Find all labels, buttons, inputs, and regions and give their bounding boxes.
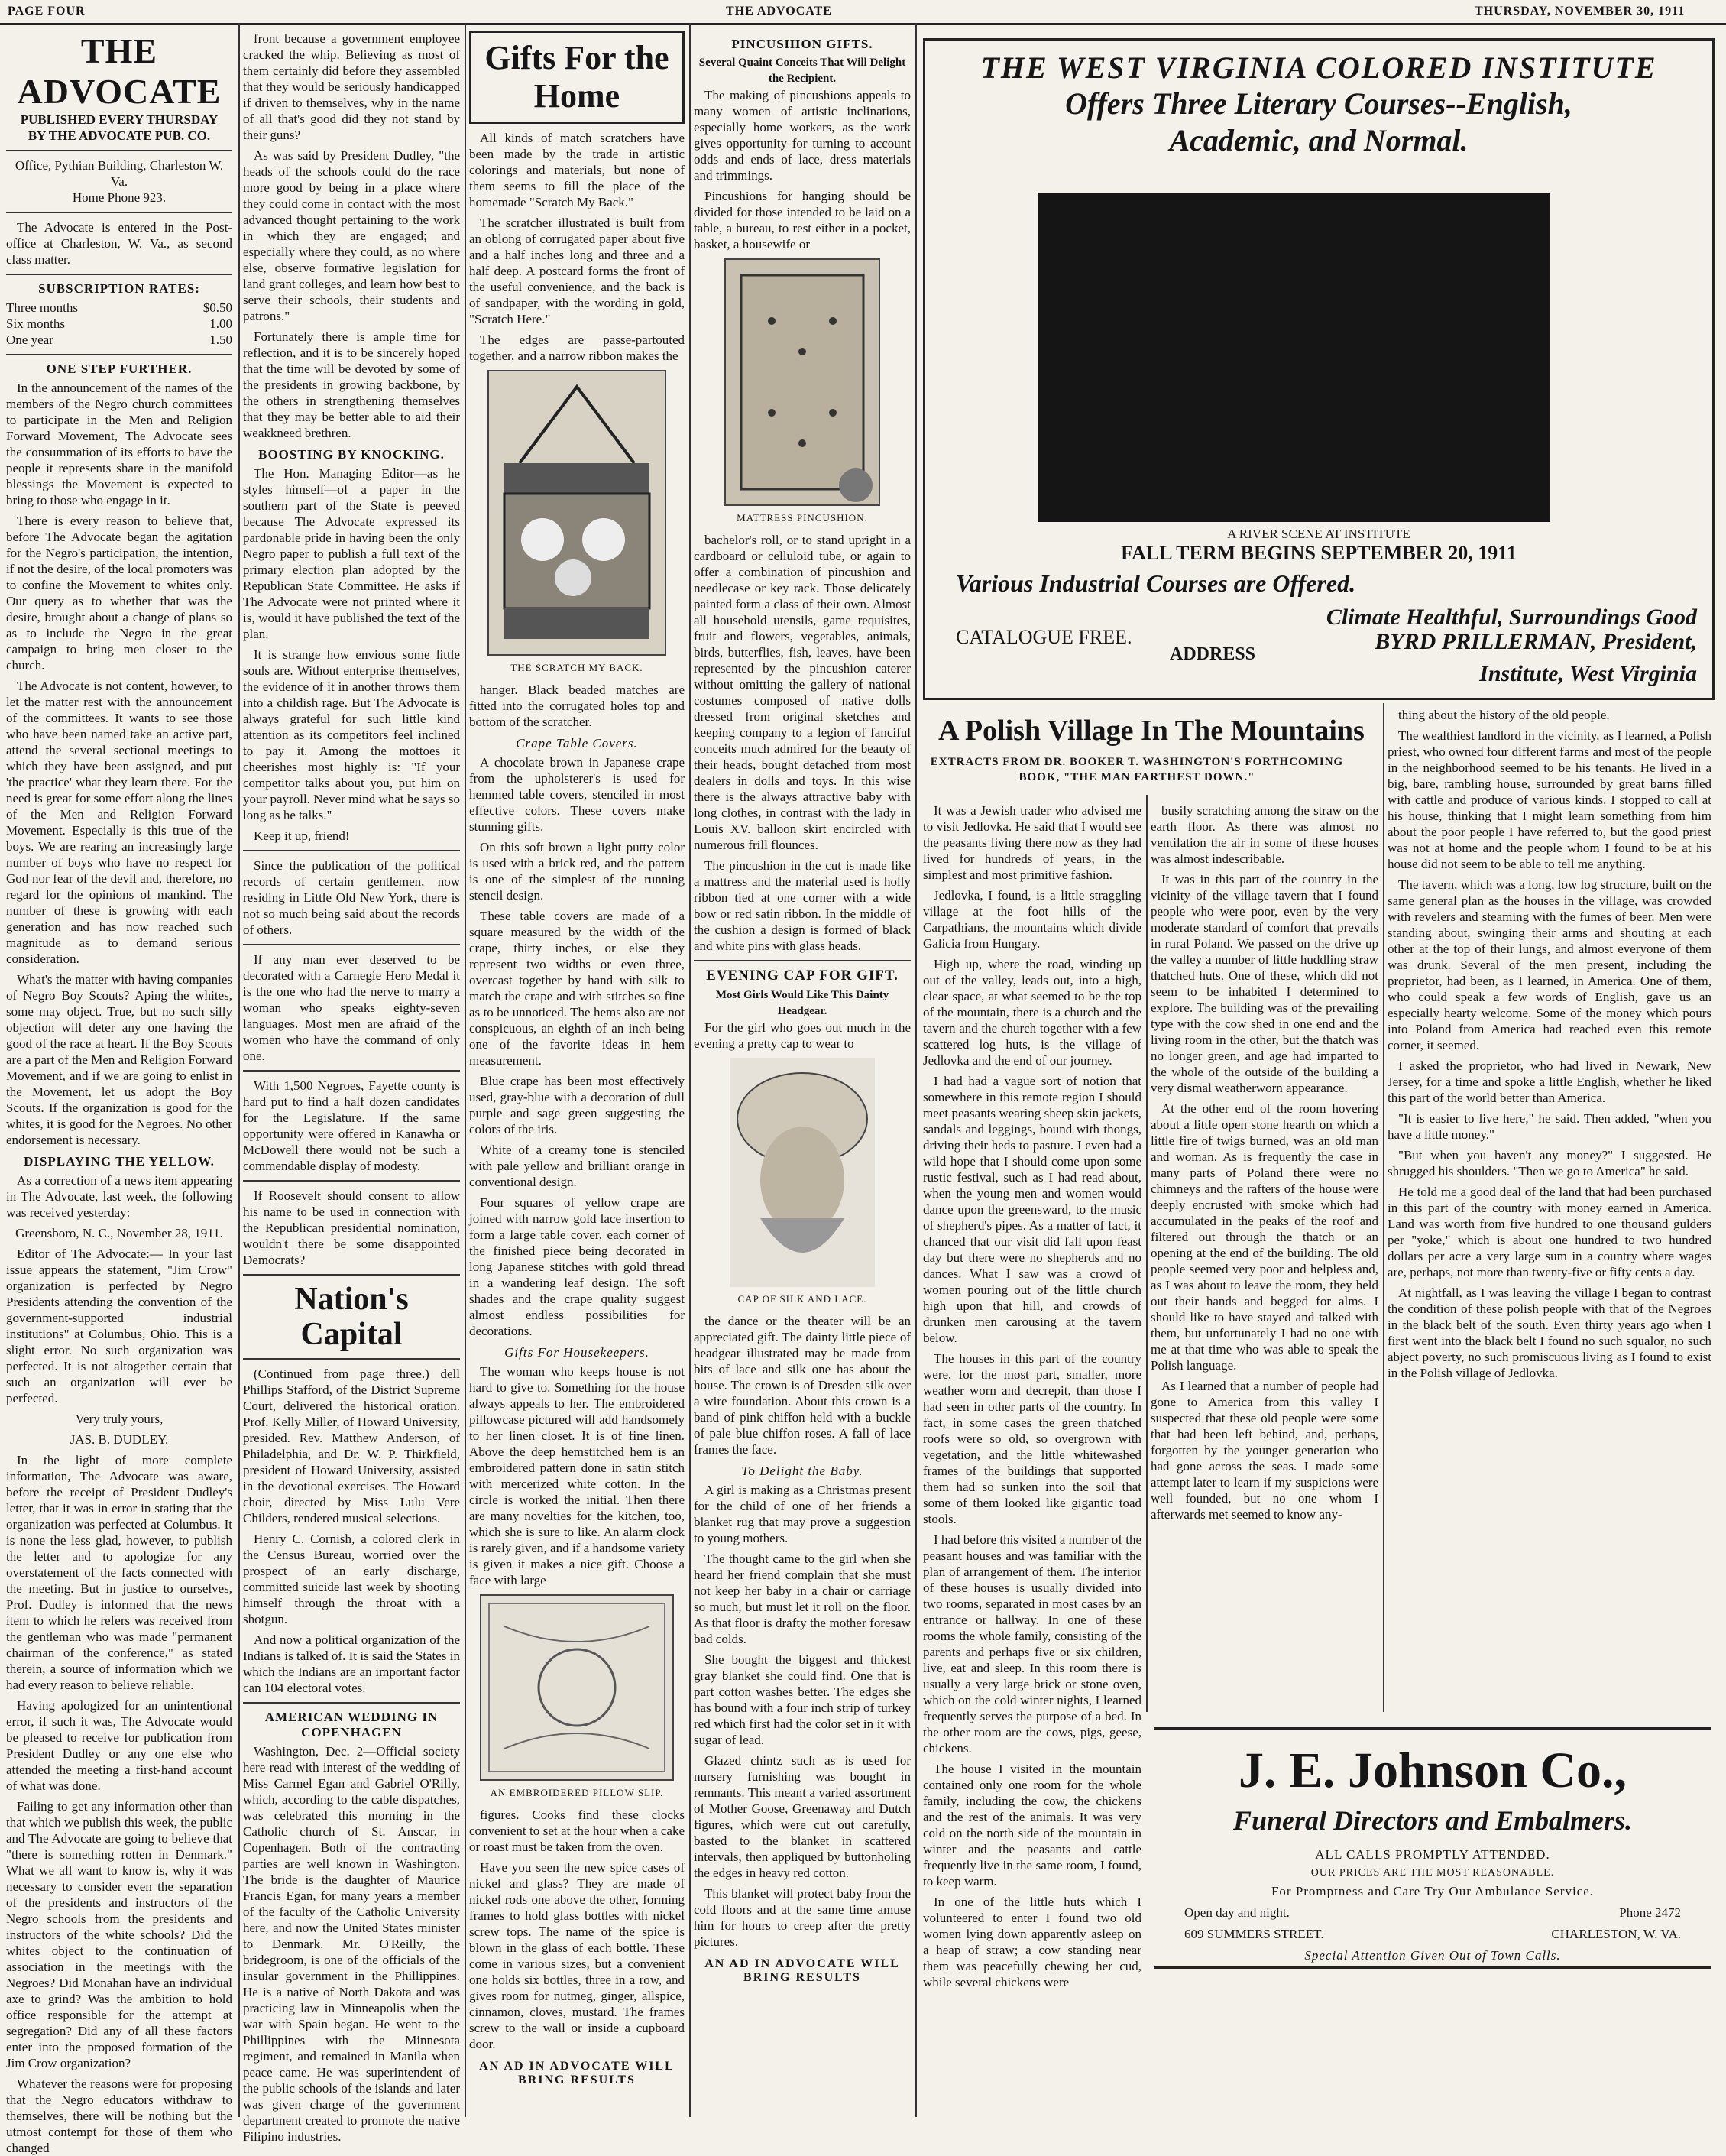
ad-line: OUR PRICES ARE THE MOST REASONABLE. (1310, 1867, 1555, 1879)
article-paragraph: The scratcher illustrated is built from an oblong of corrugated paper about five and a half inches long and three and a half deep. A postcard forms the front of the useful convenience, and the back is of sandpaper, with the wording in gold, "Scratch Here." (469, 216, 685, 326)
polish-column-3 (1388, 707, 1711, 1712)
pillow-slip-illustration (480, 1594, 674, 1781)
masthead-line: BY THE ADVOCATE PUB. CO. (28, 128, 211, 143)
mattress-pincushion-illustration (724, 258, 880, 506)
institute-advertisement (923, 38, 1715, 700)
president-name: BYRD PRILLERMAN, President, (1375, 629, 1697, 654)
gifts-title-line: Gifts For the (484, 39, 669, 76)
column-rule (915, 23, 917, 2117)
article-paragraph: hanger. Black beaded matches are fitted into the corrugated holes top and bottom of the scratcher. (469, 682, 685, 729)
gifts-title-line: Home (533, 77, 620, 115)
article-paragraph: All kinds of match scratchers have been made by the trade in artistic colorings and materials, but none of them seems to fill the place of the homemade "Scratch My Back." (469, 131, 685, 209)
article-paragraph: If Roosevelt should consent to allow his name to be used in connection with the Republican presidential nomination, wouldn't there be some disappointed Democrats? (243, 1188, 460, 1267)
article-paragraph: The Hon. Managing Editor—as he styles himself—of a paper in the southern part of the State is peeved because The Advocate expressed its pardonable pride in having been the only Negro paper to publish a full text of the primary election plan adopted by the Republican State Committee. He asks if The Advocate were not printed where it is, would it have published the text of the plan. (243, 466, 460, 641)
article-heading: To Delight the Baby. (741, 1464, 863, 1478)
header-rule (0, 23, 1726, 25)
article-paragraph: These table covers are made of a square measured by the width of the crape, thirty inches, or else they represent two widths or even three, overcast together by hand with silk to match the crape and with stitches so fine as to be unnoticed. The hems also are not conspicuous, an eighth of an inch being one of the favorite ideas in hem measurement. (469, 909, 685, 1068)
article-paragraph: figures. Cooks find these clocks convenient to set at the hour when a cake or roast must be taken from the oven. (469, 1807, 685, 1854)
climate-line: Climate Healthful, Surroundings Good (1326, 605, 1697, 630)
article-paragraph: At the other end of the room hovering about a little open stone hearth on which a little fire of twigs burned, was an old man and woman. As is frequently the case in many parts of Poland there were no chimneys and the rafters of the house were deeply encrusted with smoke which had accumulated in the peaks of the roof and filtered out through the thatch or an opening at the end of the building. The old people seemed very poor and helpless and, as I was about to leave the room, they held out their hands and begged for alms. I should like to have stayed and talked with them, but unfortunately I had no one with me at that time who was able to speak the Polish language. (1151, 1101, 1378, 1373)
article-paragraph: In the announcement of the names of the members of the Negro church committees to participate in the Men and Religion Forward Movement, The Advocate sees the consummation of its efforts to have the people it represents share in the manifold blessings the Movement is expected to bring to those who engage in it. (6, 381, 232, 507)
divider (243, 1070, 460, 1072)
illustration-caption: AN EMBROIDERED PILLOW SLIP. (490, 1787, 664, 1798)
article-subtitle: EXTRACTS FROM DR. BOOKER T. WASHINGTON'S FORTHCOMING BOOK, "THE MAN FARTHEST DOWN." (930, 756, 1344, 783)
article-paragraph: Editor of The Advocate:— In your last issue appears the statement, "Jim Crow" organization is perfected by Negro Presidents attending the convention of the government-supported industrial institutions" at Columbus, Ohio. This is a slight error. No such organization was perfected. It is not altogether certain that such an organization will ever be perfected. (6, 1247, 232, 1405)
column-editorial (6, 31, 232, 2155)
phone-text: Phone 2472 (1619, 1905, 1681, 1920)
institute-offer-line: Offers Three Literary Courses--English, (1065, 86, 1572, 121)
article-heading: EVENING CAP FOR GIFT. (706, 968, 899, 984)
institute-title: THE WEST VIRGINIA COLORED INSTITUTE (980, 50, 1657, 85)
letter-dateline: Greensboro, N. C., November 28, 1911. (15, 1226, 223, 1240)
article-paragraph: (Continued from page three.) dell Phillips Stafford, of the District Supreme Court, delivered the historical oration. Prof. Kelly Miller, of Howard University, presided. Rev. Matthew Anderson, of Philadelphia, and Dr. W. P. Thirkfield, president of Howard University, assisted in the devotional exercises. The Howard choir, directed by Miss Lulu Vere Childers, rendered musical selections. (243, 1367, 460, 1525)
divider (243, 1180, 460, 1182)
column-rule (465, 23, 466, 2117)
divider (243, 850, 460, 851)
issue-date: THURSDAY, NOVEMBER 30, 1911 (1475, 5, 1686, 18)
house-ad: AN AD IN ADVOCATE WILL BRING RESULTS (704, 1957, 900, 1984)
article-paragraph: At nightfall, as I was leaving the village I began to contrast the condition of these polish people with that of the Negroes in the black belt of the south. Even thirty years ago when I first went into the black belt I found no such squalor, no such abject poverty, no such promiscuous living as I found to exist in the Polish village of Jedlovka. (1388, 1285, 1711, 1380)
divider (6, 150, 232, 151)
article-paragraph: He told me a good deal of the land that had been purchased in this part of the country with money earned in America. Land was worth from five hundred to one thousand gulders per "yoke," which is about one hundred to two hundred dollars per acre a very large sum in a country where wages are, perhaps, not more than twenty-five or fifty cents a day. (1388, 1185, 1711, 1279)
divider (243, 1358, 460, 1360)
divider (6, 354, 232, 355)
article-paragraph: I had before this visited a number of the peasant houses and was familiar with the plan of arrangement of them. The interior of these houses is usually divided into two rooms, separated in most cases by an entrance or hallway. In one of these rooms the whole family, consisting of the parents and perhaps five or six children, live, eat and sleep. In this room there is usually a very large brick or stone oven, which on the cold winter nights, I learned frequently serves the purpose of a bed. In the other room are the cows, pigs, geese, chickens. (923, 1532, 1141, 1756)
masthead-title: THE ADVOCATE (17, 31, 222, 111)
column-pincushion-gifts (694, 31, 911, 2109)
ad-line: For Promptness and Care Try Our Ambulance Service. (1271, 1884, 1595, 1898)
divider (243, 1274, 460, 1276)
rate-row: Three months $0.50 (6, 300, 232, 315)
divider (6, 212, 232, 213)
article-paragraph: In the light of more complete information, The Advocate was aware, before the receipt of President Dudley's letter, that it was in error in stating that the organization was perfected at Columbus. It is none the less glad, however, to publish the letter and to apologize for any overstatement of the facts connected with the meeting. But in justice to ourselves, Prof. Dudley is informed that the news item to which he refers was received from the gentleman who was made "permanent chairman of the conference," as stated therein, a source of information which we had every reason to believe reliable. (6, 1453, 232, 1692)
ad-line: Special Attention Given Out of Town Calls. (1304, 1948, 1561, 1963)
column-rule (1146, 795, 1148, 1712)
river-scene-photo (1038, 193, 1550, 522)
street-text: 609 SUMMERS STREET. (1184, 1927, 1324, 1941)
masthead-address: Office, Pythian Building, Charleston W. Va. (15, 158, 224, 189)
column-rule (689, 23, 691, 2117)
article-paragraph: Have you seen the new spice cases of nickel and glass? They are made of nickel rods one above the other, forming frames to hold glass bottles with nickel screw tops. The name of the spice is blown in the glass of each bottle. These come in various sizes, but a convenient one holds six bottles, three in a row, and gives room for nutmeg, ginger, allspice, cinnamon, cloves, mustard. The frames screw to the wall or inside a cupboard door. (469, 1860, 685, 2051)
article-paragraph: The Advocate is not content, however, to let the matter rest with the announcement of the committees. It wants to see those who have been named take an active part, attend the several sectional meetings to which they have been assigned, and put 'the practice' what they learn there. For the need is great for some effort along the lines of the Men and Religion Forward Movement. Especially is this true of the boys. We are rearing an increasingly large number of boys who have no respect for God nor fear of the devil and, therefore, no regard for the opinions of mankind. The number of these is growing with each generation and has now reached such magnitude as to demand serious consideration. (6, 679, 232, 966)
article-paragraph: With 1,500 Negroes, Fayette county is hard put to find a half dozen candidates for the Legislature. If the same opportunity were offered in Kanawha or McDowell there would not be such a commendable display of modesty. (243, 1078, 460, 1173)
article-paragraph: Washington, Dec. 2—Official society here read with interest of the wedding of Miss Carmel Egan and Gabriel O'Rilly, which, according to the cable dispatches, was celebrated this morning in the Catholic church of St. Anscar, in Copenhagen. Both of the contracting parties are well known in Washington. The bride is the daughter of Maurice Francis Egan, for many years a member of the faculty of the Catholic University here, and now the United States minister to Denmark. Mr. O'Reilly, the bridegroom, is one of the officials of the insular government in the Phillippines. He is a native of North Dakota and was practicing law in Minneapolis when the war with Spain began. He went to the Phillippines with the Minnesota regiment, and remained in Manila when peace came. He was superintendent of the public schools of the islands and later was given charge of the government department created to promote the native Filipino industries. (243, 1744, 460, 2144)
evening-cap-illustration (730, 1058, 875, 1287)
article-paragraph: Glazed chintz such as is used for nursery furnishing was bought in remnants. This meant a varied assortment of Mother Goose, Greenaway and Dutch figures, which were cut out carefully, basted to the blanket in scattered intervals, then appliqued by buttonholing the edges in heavy red cotton. (694, 1753, 911, 1880)
ad-line: ALL CALLS PROMPTLY ATTENDED. (1315, 1847, 1550, 1862)
ad-row (1154, 1927, 1711, 1942)
column-editorial-continued (243, 31, 460, 2144)
article-subheading: Most Girls Would Like This Dainty Headgear. (715, 989, 889, 1017)
article-paragraph: "But when you haven't any money?" I suggested. He shrugged his shoulders. "Then we go to America" he said. (1388, 1148, 1711, 1179)
illustration-caption: CAP OF SILK AND LACE. (737, 1293, 867, 1305)
house-ad: AN AD IN ADVOCATE WILL BRING RESULTS (479, 2060, 675, 2086)
illustration-caption: MATTRESS PINCUSHION. (737, 512, 868, 524)
running-head: THE ADVOCATE (726, 5, 832, 18)
divider (6, 274, 232, 275)
letter-closing: Very truly yours, (75, 1412, 164, 1426)
article-heading: Crape Table Covers. (516, 736, 638, 751)
article-paragraph: The tavern, which was a long, low log structure, built on the same general plan as the houses in the village, was crowded with revelers and steaming with the fumes of beer. Men were standing about, swinging their arms and shouting at each other at the top of their lungs, and almost everyone of them was drunk. Several of the men present, including the proprietor, had been, as I learned, in America. One of them, who could speak a few words of English, gave us an especially hearty welcome. Some of the money which pours into Poland from America had reached even this remote corner, it seemed. (1388, 877, 1711, 1052)
article-paragraph: What's the matter with having companies of Negro Boy Scouts? Aping the whites, some may object. True, but no such silly objection will deter any one having the good of the race at heart. If the Boy Scouts are a part of the Men and Religion Forward Movement, and if we are going to enlist in the Movement, let us adopt the Boy Scouts. If the organization is good for the whites, it is good for the Negroes. No other endorsement is necessary. (6, 972, 232, 1147)
article-subheading: Several Quaint Conceits That Will Delight the Recipient. (698, 57, 906, 85)
article-paragraph: Failing to get any information other than that which we publish this week, the public and The Advocate are going to believe that "there is something rotten in Denmark." What we all want to know is, why it was necessary to consider even the separation of the presidents and instructors of the Negro schools from the presidents and instructors of the white schools? Did the whites object to the continuation of association in the meetings with the Negroes? Did Monahan have an individual axe to grind? Was the ambition to hold office responsible for the attempt at segregation? Did any of all these factors enter into the proposed formation of the Jim Crow organization? (6, 1799, 232, 2070)
article-heading: PINCUSHION GIFTS. (731, 37, 873, 51)
article-paragraph: She bought the biggest and thickest gray blanket she could find. One that is part cotton washes better. The edges she has bound with a four inch strip of turkey red which first had the color set in it with sugar of lead. (694, 1652, 911, 1747)
masthead-phone: Home Phone 923. (72, 190, 167, 205)
letter-signature: JAS. B. DUDLEY. (70, 1432, 169, 1447)
article-paragraph: Whatever the reasons were for proposing that the Negro educators withdraw to themselves, there will be nothing but the utmost contempt for those of them who changed (6, 2077, 232, 2155)
ad-row (1154, 1905, 1711, 1921)
article-heading: DISPLAYING THE YELLOW. (24, 1154, 215, 1169)
article-paragraph: For the girl who goes out much in the evening a pretty cap to wear to (694, 1020, 911, 1051)
article-paragraph: The woman who keeps house is not hard to give to. Something for the house always appeals to her. The embroidered pillowcase pictured will add handsomely to her linen closet. It is of fine linen. Above the deep hemstitched hem is an embroidered pattern done in satin stitch with mercerized white cotton. In the circle is worked the initial. Then there are many novelties for the kitchen, too, which she is sure to like. An alarm clock is rarely given, and if a handsome variety is given it makes a nice gift. Choose a face with large (469, 1364, 685, 1587)
article-paragraph: I asked the proprietor, who had lived in Newark, New Jersey, for a time and spoke a little English, whether he liked this part of the world better than America. (1388, 1059, 1711, 1105)
article-paragraph: The making of pincushions appeals to many women of artistic inclinations, especially home workers, as the work gives opportunity for turning to account odds and ends of lace, dress materials and trimmings. (694, 88, 911, 183)
article-paragraph: Since the publication of the political records of certain gentlemen, now residing in Little Old New York, there is not so much being said about the records of others. (243, 858, 460, 937)
institute-location: Institute, West Virginia (1479, 661, 1697, 686)
page-number-label: PAGE FOUR (8, 5, 86, 18)
article-paragraph: the dance or the theater will be an appreciated gift. The dainty little piece of headgear illustrated may be made from bits of lace and silk one has about the house. The crown is of Dresden silk over a wire foundation. About this crown is a band of pink chiffon held with a buckle of pale blue chiffon roses. A fall of lace frames the face. (694, 1314, 911, 1457)
article-heading: ONE STEP FURTHER. (46, 361, 193, 376)
rate-row: Six months 1.00 (6, 316, 232, 331)
article-paragraph: "It is easier to live here," he said. Then added, "when you have a little money." (1388, 1111, 1711, 1142)
gifts-title-box (469, 31, 685, 124)
article-paragraph: Fortunately there is ample time for reflection, and it is to be sincerely hoped that the time will be devoted by some of the presidents in growing backbone, by the others in strengthening themselves that they may be better able to aid their weakkneed brethren. (243, 329, 460, 440)
article-paragraph: bachelor's roll, or to stand upright in a cardboard or celluloid tube, or again to offer a combination of pincushion and needlecase or key rack. Those delicately painted form a class of their own. Almost all household utensils, game requisites, fruit and flowers, vegetables, animals, birds, butterflies, fish, leaves, have been represented by the pincushion caterer without omitting the gallery of national costumes composed of native dolls dressed from original sketches and keeping company to a legion of fanciful conceits much admired for the beauty of their heads, bought detached from most dealers in dolls and toys. In this wise there is the always attractive baby with long clothes, in contrast with the lady in Louis XV. balloon skirt encircled with numerous frill flounces. (694, 533, 911, 852)
company-name: J. E. Johnson Co., (1239, 1743, 1627, 1798)
article-paragraph: As I learned that a number of people had gone to America from this valley I suspected that these old people were some that had been left behind, and, perhaps, forgotten by the younger generation who had gone across the seas. I made some attempt later to learn if my suspicions were well founded, but no one whom I afterwards met seemed to know any- (1151, 1379, 1378, 1522)
article-paragraph: Henry C. Cornish, a colored clerk in the Census Bureau, worried over the prospect of an early discharge, committed suicide last week by shooting himself through the throat with a shotgun. (243, 1532, 460, 1626)
company-tagline: Funeral Directors and Embalmers. (1232, 1805, 1633, 1836)
industrial-courses: Various Industrial Courses are Offered. (956, 569, 1356, 597)
article-paragraph: thing about the history of the old people. (1398, 708, 1610, 722)
article-paragraph: Having apologized for an unintentional error, if such it was, The Advocate would be pleased to receive for publication from President Dudley or any one else who attended the meeting a first-hand account of what was done. (6, 1698, 232, 1793)
article-paragraph: front because a government employee cracked the whip. Believing as most of them certainly did before they assembled that they would be seriously handicapped if driven to themselves, why in the name of all that's good did they not stand by their guns? (243, 31, 460, 142)
article-paragraph: A girl is making as a Christmas present for the child of one of her friends a blanket rug that may prove a suggestion to young mothers. (694, 1483, 911, 1545)
city-text: CHARLESTON, W. VA. (1551, 1927, 1681, 1941)
fall-term-notice: FALL TERM BEGINS SEPTEMBER 20, 1911 (1121, 542, 1517, 564)
article-paragraph: If any man ever deserved to be decorated with a Carnegie Hero Medal it is the one who had the nerve to marry a woman who speaks eighty-seven languages. Most men are afraid of the women who have the command of only one. (243, 952, 460, 1063)
subscription-rates (6, 300, 232, 348)
article-paragraph: As a correction of a news item appearing in The Advocate, last week, the following was received yesterday: (6, 1173, 232, 1220)
divider (694, 960, 911, 961)
polish-column-1 (923, 802, 1141, 2109)
johnson-funeral-advertisement (1154, 1727, 1711, 1969)
article-paragraph: There is every reason to believe that, before The Advocate began the agitation for the Negro's participation, the intention, if not the desire, of the local promoters was to confine the Movement to whites only. Our query as to whether that was the desire, brought about a change of plans so as to include the Negro in the great campaign to bring men closer to the church. (6, 514, 232, 673)
address-label: ADDRESS (1170, 644, 1256, 664)
scratch-my-back-illustration (487, 370, 666, 656)
column-rule (238, 23, 240, 2117)
masthead-line: PUBLISHED EVERY THURSDAY (20, 112, 219, 127)
article-paragraph: The houses in this part of the country were, for the most part, smaller, more weather worn and decrepit, than those I had seen in other parts of the country. In fact, in some cases the green thatched roofs were so old, so overgrown with vegetation, and the little whitewashed frames of the buildings that supported them had so sunken into the soil that some of them looked like gigantic toad stools. (923, 1351, 1141, 1526)
article-title: A Polish Village In The Mountains (938, 715, 1365, 747)
divider (243, 1702, 460, 1704)
subscription-heading: SUBSCRIPTION RATES: (38, 281, 200, 296)
article-paragraph: It was a Jewish trader who advised me to visit Jedlovka. He said that I would see the peasants living there now as they had lived for hundreds of years, in the simplest and most primitive fashion. (923, 803, 1141, 882)
institute-offer-line: Academic, and Normal. (1169, 123, 1469, 157)
postal-entry: The Advocate is entered in the Post-office at Charleston, W. Va., as second class matter. (6, 220, 232, 267)
article-paragraph: Pincushions for hanging should be divided for those intended to be laid on a table, a bureau, to rest either in a pocket, basket, a housewife or (694, 189, 911, 251)
photo-caption: A RIVER SCENE AT INSTITUTE (1227, 527, 1410, 541)
article-paragraph: It is strange how envious some little souls are. Without enterprise themselves, the evidence of it in another throws them into a childish rage. But The Advocate is always grateful for such little kind attention as its competitors feel inclined to pay it. Among the mottoes it cheerishes most highly is: "If your competitor talks about you, put him on your payroll. Never mind what he says so long as he talks." (243, 647, 460, 822)
article-heading: BOOSTING BY KNOCKING. (258, 447, 445, 462)
article-heading: Gifts For Housekeepers. (504, 1345, 649, 1360)
article-paragraph: Jedlovka, I found, is a little straggling village at the foot hills of the Carpathians, the mountains which divide Galicia from Hungary. (923, 888, 1141, 951)
divider (243, 944, 460, 945)
article-paragraph: The pincushion in the cut is made like a mattress and the material used is holly ribbon tied at one corner with a wide bow or red satin ribbon. In the middle of the cushion a design is formed of black and white pins with glass heads. (694, 858, 911, 953)
article-paragraph: It was in this part of the country in the vicinity of the village tavern that I found people who were poor, even by the very moderate standard of comfort that prevails in rural Poland. We passed on the drive up the valley a number of little huddling straw thatched huts. One of these, which did not seem to be inhabited I determined to explore. The building was of the prevailing type with the cow shed in one end and the living room in the other, but the thatch was no longer green, and age had imparted to the whole of the outside of the building a very dismal weatherworn appearance. (1151, 872, 1378, 1095)
article-heading: AMERICAN WEDDING IN COPENHAGEN (264, 1710, 439, 1739)
article-paragraph: The thought came to the girl when she heard her friend complain that she must not keep her baby in a chair or carriage so much, but must let it roll on the floor. As that floor is drafty the mother foresaw bad colds. (694, 1551, 911, 1646)
column-rule (1383, 703, 1384, 1712)
section-title-nations-capital: Nation's Capital (294, 1282, 409, 1352)
article-paragraph: In one of the little huts which I volunteered to enter I found two old women lying down apparently asleep on a heap of straw; a cow standing near them was peacefully chewing her cud, while several chickens were (923, 1895, 1141, 1989)
article-paragraph: I had had a vague sort of notion that somewhere in this remote region I should meet peasants wearing sheep skin jackets, sandals and leggings, bound with thongs, driving their heds to pasture. I even had a wild hope that I should come upon some rustic festival, such as I had read about, when the young men and women would dance upon the greensward, to the music of shepherd's pipes. As a matter of fact, it chanced that our visit did fall upon feast day but there were no shepherds and no dances. What I saw was a crowd of women pouring out of the little church high upon that hill, and crowds of drunken men carousing at the tavern below. (923, 1074, 1141, 1345)
article-paragraph: The wealthiest landlord in the vicinity, as I learned, a Polish priest, who owned four different farms and most of the people in the neighborhood seemed to be his tenants. He lived in a big, bare, rambling house, surrounded by great barns filled with cattle and produce of various kinds. I stopped to call at his house, thinking that I might learn something from him about the poor people I have referred to, but the good priest was not at home and the people whom I found to be at his house did not seem to be able to tell me anything. (1388, 728, 1711, 871)
article-paragraph: Four squares of yellow crape are joined with narrow gold lace insertion to form a large table cover, each corner of the finished piece being decorated in long Japanese stitches with gold thread in a wandering leaf design. The soft shades and the crape quality suggest almost endless possibilities for decorations. (469, 1195, 685, 1338)
catalogue-line: CATALOGUE FREE. (956, 626, 1132, 648)
article-paragraph: On this soft brown a light putty color is used with a brick red, and the pattern is one of the simplest of the running stencil design. (469, 840, 685, 903)
illustration-caption: THE SCRATCH MY BACK. (510, 662, 643, 673)
article-paragraph: White of a creamy tone is stenciled with pale yellow and brilliant orange in conventional design. (469, 1143, 685, 1189)
hours-text: Open day and night. (1184, 1905, 1290, 1920)
article-paragraph: The edges are passe-partouted together, and a narrow ribbon makes the (469, 332, 685, 363)
article-paragraph: Keep it up, friend! (254, 828, 350, 843)
column-gifts-for-home (469, 31, 685, 2109)
article-paragraph: The house I visited in the mountain contained only one room for the whole family, including the cow, the chickens and the rest of the animals. It was very cold on the north side of the mountain in winter and the peasants and cattle frequently live in the same room, I found, to keep warm. (923, 1762, 1141, 1889)
article-paragraph: busily scratching among the straw on the earth floor. As there was almost no ventilation the air in some of these houses was almost indescribable. (1151, 803, 1378, 866)
article-paragraph: And now a political organization of the Indians is talked of. It is said the States in which the Indians are an important factor can 104 electoral votes. (243, 1632, 460, 1695)
article-paragraph: Blue crape has been most effectively used, gray-blue with a decoration of dull purple and sage green suggesting the colors of the iris. (469, 1074, 685, 1136)
rate-row: One year 1.50 (6, 332, 232, 347)
article-paragraph: High up, where the road, winding up out of the valley, leads out, into a high, clear space, at what seemed to be the top of the mountain, there is a church and the tavern and the church together with a few scattered log huts, is the village of Jedlovka and the end of our journey. (923, 957, 1141, 1068)
article-paragraph: As was said by President Dudley, "the heads of the schools could do the race more good by being in a place where they could come in contact with the most advanced thought pertaining to the work in which they are engaged; and especially where they could, as no where else, observe formative legislation for land grant colleges, and learn how best to serve their schools, their students and patrons." (243, 148, 460, 323)
article-paragraph: This blanket will protect baby from the cold floors and at the same time amuse him for hours to creep after the pretty pictures. (694, 1886, 911, 1949)
article-paragraph: A chocolate brown in Japanese crape from the upholsterer's is used for hemmed table covers, stenciled in most effective colors. These covers make stunning gifts. (469, 755, 685, 834)
